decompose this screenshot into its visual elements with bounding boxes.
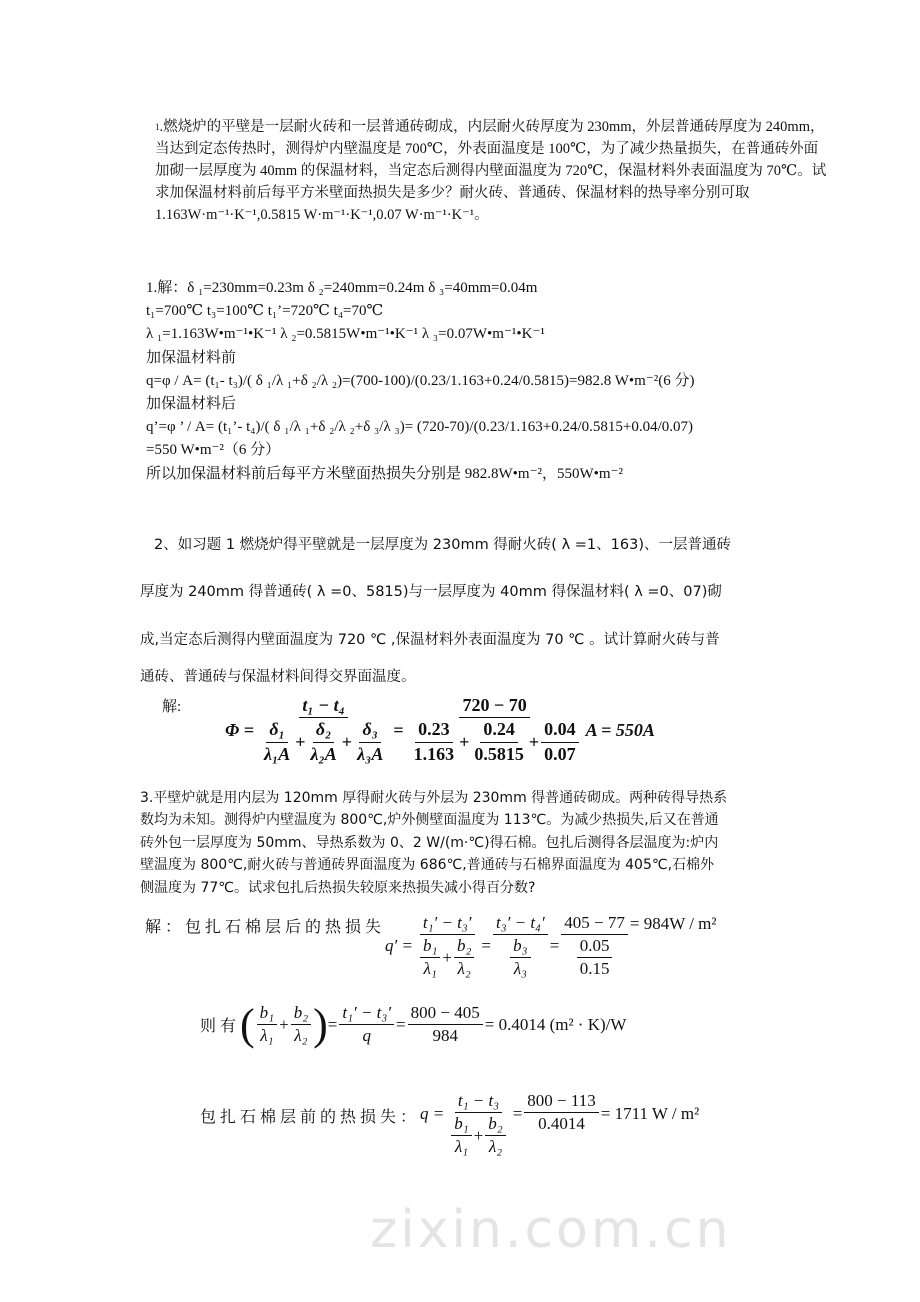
- watermark: zixin.com.cn: [370, 1200, 732, 1260]
- numerator: 0.23: [415, 718, 453, 742]
- fraction: [541, 718, 579, 766]
- numerator: b₂: [291, 1002, 311, 1025]
- numerator: 405 − 77: [561, 912, 628, 935]
- equals: =: [396, 1014, 406, 1034]
- fraction: [256, 694, 391, 766]
- problem-1-line: 加砌一层厚度为 40mm 的保温材料，当定态后测得内壁面温度为 720℃，保温材料外表面温度为 70℃。试: [155, 163, 827, 179]
- problem-3-line: 3.平壁炉就是用内层为 120mm 厚得耐火砖与外层为 230mm 得普通砖砌成。两种砖得导热系: [140, 790, 728, 806]
- denominator: [406, 718, 584, 766]
- formula-3a: [145, 912, 717, 980]
- solution-line: 加保温材料后: [146, 396, 237, 413]
- problem-1-line: [155, 116, 825, 138]
- numerator: 720 − 70: [459, 694, 529, 718]
- fraction: [411, 718, 458, 766]
- numerator: t₁ − t₃: [455, 1090, 502, 1113]
- numerator: 0.24: [480, 718, 518, 742]
- formula-lhs: Φ =: [225, 719, 254, 740]
- numerator: δ₂: [313, 718, 335, 742]
- denominator: λ₁: [454, 1137, 469, 1157]
- numerator: b₂: [485, 1113, 505, 1136]
- numerator: b₁: [451, 1113, 471, 1136]
- solution-line: 加保温材料前: [146, 349, 237, 366]
- plus: +: [473, 1125, 484, 1145]
- denominator: λ₁A: [263, 743, 291, 764]
- solution-line: 所以加保温材料前后每平方米壁面热损失分别是 982.8W•m⁻²，550W•m⁻²: [146, 465, 623, 482]
- formula-2: [225, 694, 655, 766]
- plus: +: [442, 947, 452, 967]
- fraction: [408, 1002, 483, 1047]
- numerator: t₁′ − t₃′: [420, 912, 475, 935]
- denominator: λ₂: [294, 1026, 308, 1046]
- denominator: λ₂: [488, 1137, 503, 1157]
- numerator: 800 − 405: [408, 1002, 483, 1025]
- problem-2: [140, 533, 800, 693]
- numerator: t₃′ − t₄′: [493, 912, 548, 935]
- problem-number: 1: [155, 122, 160, 132]
- formula-result: = 0.4014 (m² · K)/W: [484, 1014, 627, 1034]
- denominator: [415, 935, 479, 980]
- plus: +: [295, 731, 306, 752]
- fraction: [561, 912, 628, 980]
- denominator: q: [362, 1026, 371, 1046]
- formula-lhs: q =: [420, 1104, 445, 1123]
- numerator: t₁ − t₄: [299, 694, 347, 718]
- problem-3-line: 壁温度为 800℃,耐火砖与普通砖界面温度为 686℃,普通砖与石棉界面温度为 405℃,石棉外: [140, 857, 715, 874]
- numerator: δ₁: [266, 718, 288, 742]
- solution-2-label: 解:: [162, 699, 182, 715]
- solution-line: t₁=700℃ t₃=100℃ t₁’=720℃ t₄=70℃: [146, 303, 384, 320]
- solution-line: 1.解：δ ₁=230mm=0.23m δ ₂=240mm=0.24m δ ₃=40mm=0.04m: [146, 280, 538, 296]
- equals: =: [393, 719, 404, 740]
- problem-2-line: 厚度为 240mm 得普通砖( λ =0、5815)与一层厚度为 40mm 得保温材料( λ =0、07)砌: [140, 584, 722, 600]
- solution-line: =550 W•m⁻²（6 分）: [146, 442, 281, 459]
- equals: =: [549, 936, 560, 956]
- fraction: [420, 935, 440, 980]
- problem-1: [155, 116, 827, 226]
- numerator: δ₃: [359, 718, 381, 742]
- numerator: b₁: [257, 1002, 277, 1025]
- solution-1: [146, 277, 806, 486]
- solution-line: q’=φ ’ / A= (t₁’- t₄)/( δ ₁/λ ₁+δ ₂/λ ₂+δ ₃/λ ₃)= (720-70)/(0.23/1.163+0.24/0.5815+0.04/0.07): [146, 419, 693, 436]
- plus: +: [279, 1014, 289, 1034]
- denominator: 984: [432, 1026, 458, 1046]
- fraction: [524, 1090, 598, 1135]
- plus: +: [341, 731, 353, 752]
- denominator: 0.5815: [474, 743, 524, 764]
- formula-result: = 984W / m²: [629, 914, 717, 933]
- equals: =: [512, 1104, 523, 1123]
- numerator: t₁′ − t₃′: [339, 1002, 394, 1025]
- denominator: [256, 718, 391, 766]
- fraction: [454, 935, 474, 980]
- numerator: b₃: [510, 935, 530, 958]
- fraction: [471, 718, 527, 766]
- solution-line: λ ₁=1.163W•m⁻¹•K⁻¹ λ ₂=0.5815W•m⁻¹•K⁻¹ λ ₃=0.07W•m⁻¹•K⁻¹: [146, 326, 545, 343]
- denominator: λ₃A: [357, 743, 384, 764]
- denominator: λ₃: [513, 959, 527, 979]
- formula-3b: [200, 999, 627, 1049]
- problem-3-line: 砖外包一层厚度为 50mm、导热系数为 0、2 W/(m·℃)得石棉。包扎后测得各层温度为:炉内: [140, 834, 719, 851]
- plus: +: [459, 731, 470, 752]
- fraction: [485, 1113, 505, 1158]
- problem-1-line: 当达到定态传热时，测得炉内壁温度是 700℃，外表面温度是 100℃，为了减少热量损失，在普通砖外面: [155, 141, 819, 157]
- fraction: [308, 718, 340, 766]
- problem-1-line: 求加保温材料前后每平方米壁面热损失是多少？耐火砖、普通砖、保温材料的热导率分别可取: [155, 185, 750, 201]
- formula-label: 则有: [200, 1018, 241, 1036]
- formula-label: 包扎石棉层前的热损失：: [200, 1109, 421, 1126]
- problem-2-line: 2、如习题 1 燃烧炉得平壁就是一层厚度为 230mm 得耐火砖( λ =1、163)、一层普通砖: [154, 537, 731, 553]
- numerator: 0.05: [577, 935, 613, 958]
- numerator: 800 − 113: [524, 1090, 598, 1113]
- denominator: 0.15: [579, 959, 610, 979]
- formula-result: = 1711 W / m²: [600, 1104, 700, 1123]
- fraction: [415, 912, 479, 980]
- equals: =: [327, 1014, 338, 1034]
- formula-lhs: q′ =: [385, 936, 413, 956]
- fraction: [493, 912, 548, 980]
- denominator: [446, 1113, 510, 1158]
- denominator: λ₂: [457, 959, 471, 979]
- left-paren: (: [240, 999, 255, 1049]
- fraction: [257, 1002, 277, 1047]
- fraction: [339, 1002, 394, 1047]
- fraction: [446, 1090, 510, 1158]
- denominator: 0.4014: [538, 1114, 585, 1134]
- numerator: b₂: [454, 935, 474, 958]
- problem-3-line: 侧温度为 77℃。试求包扎后热损失较原来热损失减小得百分数?: [140, 879, 536, 896]
- fraction: [261, 718, 293, 766]
- fraction: [451, 1113, 471, 1158]
- numerator: b₁: [420, 935, 440, 958]
- formula-result: A = 550A: [585, 719, 655, 740]
- denominator: λ₂A: [310, 743, 337, 764]
- fraction: [406, 694, 584, 766]
- fraction: [291, 1002, 311, 1047]
- solution-line: q=φ / A= (t₁- t₃)/( δ ₁/λ ₁+δ ₂/λ ₂)=(700-100)/(0.23/1.163+0.24/0.5815)=982.8 W•m⁻²(6 分): [146, 372, 695, 389]
- plus: +: [528, 731, 540, 752]
- right-paren: ): [313, 999, 328, 1049]
- problem-3: [140, 787, 790, 899]
- numerator: 0.04: [541, 718, 579, 742]
- problem-2-line: 通砖、普通砖与保温材料间得交界面温度。: [140, 669, 416, 685]
- denominator: [572, 935, 618, 980]
- fraction: [577, 935, 613, 980]
- text: .燃烧炉的平壁是一层耐火砖和一层普通砖砌成，内层耐火砖厚度为 230mm，外层普通砖厚度为 240mm，: [159, 119, 825, 135]
- denominator: λ₁: [423, 959, 437, 979]
- formula-label: 解：包扎石棉层后的热损失: [145, 919, 386, 936]
- equals: =: [481, 936, 491, 956]
- fraction: [354, 718, 386, 766]
- denominator: [505, 935, 535, 980]
- denominator: 1.163: [413, 743, 455, 764]
- problem-2-line: 成,当定态后测得内壁面温度为 720 ℃ ,保温材料外表面温度为 70 ℃ 。试计算耐火砖与普: [140, 632, 720, 648]
- denominator: 0.07: [544, 743, 576, 764]
- problem-3-line: 数均为未知。测得炉内壁温度为 800℃,炉外侧壁面温度为 113℃。为减少热损失,后又在普通: [140, 812, 719, 829]
- denominator: λ₁: [260, 1026, 274, 1046]
- formula-3c: [200, 1090, 699, 1158]
- problem-1-line: 1.163W·m⁻¹·K⁻¹,0.5815 W·m⁻¹·K⁻¹,0.07 W·m⁻¹·K⁻¹。: [155, 207, 489, 223]
- fraction: [510, 935, 530, 980]
